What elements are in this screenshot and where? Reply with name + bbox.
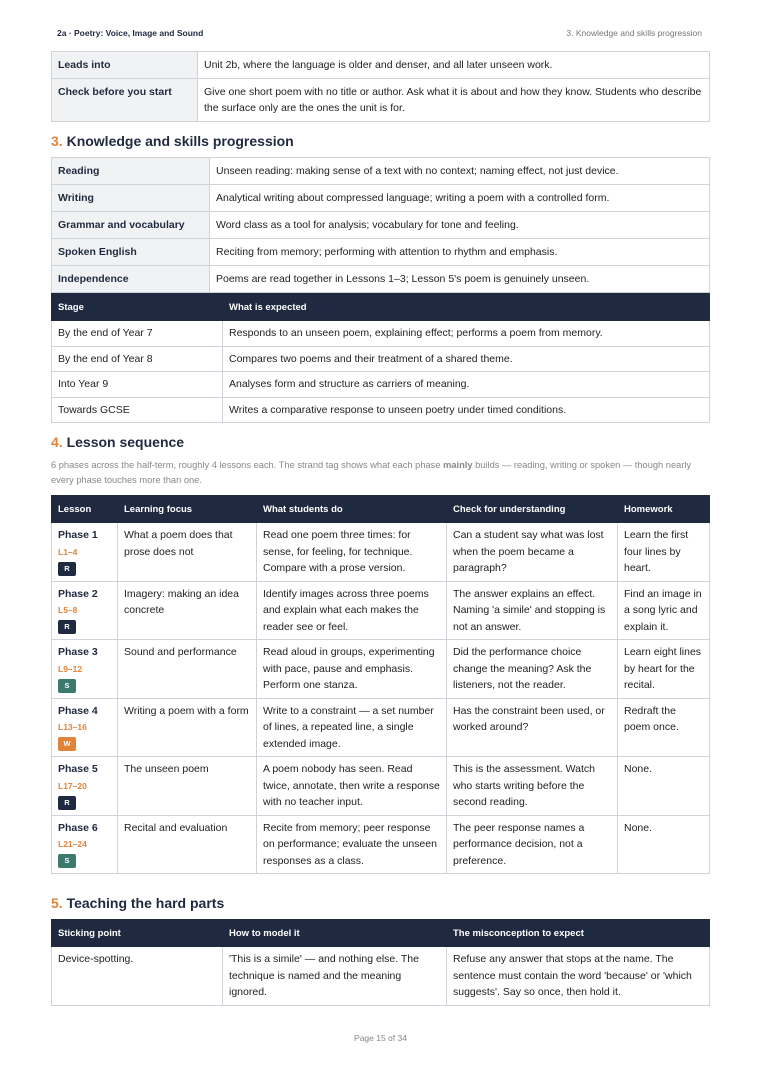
table-row [52, 52, 710, 79]
lesson-range: L1–4 [58, 546, 78, 557]
lesson-range: L17–20 [58, 780, 87, 791]
phase-name: Phase 2 [58, 587, 98, 600]
table-row [52, 266, 710, 293]
section-number: 5. [51, 895, 63, 911]
strand-label: Spoken English [52, 239, 210, 266]
activity-cell: Recite from memory; peer response on performance; evaluate the unseen responses as a class. [257, 815, 447, 874]
table-row [52, 212, 710, 239]
lesson-cell [52, 581, 118, 640]
section-3-heading [51, 133, 294, 149]
column-header: What is expected [223, 294, 710, 321]
table-row [52, 757, 710, 816]
column-header: Learning focus [118, 496, 257, 523]
section-5-heading [51, 895, 224, 911]
phase-name: Phase 6 [58, 821, 98, 834]
intro-emphasis: mainly [443, 460, 473, 470]
lesson-cell [52, 698, 118, 757]
table-row [52, 346, 710, 372]
check-cell: This is the assessment. Watch who starts writing before the second reading. [447, 757, 618, 816]
check-cell: Can a student say what was lost when the poem became a paragraph? [447, 523, 618, 582]
strand-text: Poems are read together in Lessons 1–3; Lesson 5's poem is genuinely unseen. [210, 266, 710, 293]
unit-context-table [51, 51, 710, 122]
strand-tag: R [58, 796, 76, 810]
section-number: 4. [51, 434, 63, 450]
table-header-row [52, 496, 710, 523]
stage-expectations-table [51, 293, 710, 423]
strands-table [51, 157, 710, 293]
table-row [52, 239, 710, 266]
activity-cell: A poem nobody has seen. Read twice, annotate, then write a response with no teacher input. [257, 757, 447, 816]
lesson-cell [52, 757, 118, 816]
homework-cell: Learn eight lines by heart for the recital. [618, 640, 710, 699]
activity-cell: Read one poem three times: for sense, for feeling, for technique. Compare with a prose version. [257, 523, 447, 582]
misconception-cell: Refuse any answer that stops at the name. The sentence must contain the word 'because' or 'which suggests'. Say so once, then hold it. [447, 947, 710, 1006]
column-header: How to model it [223, 920, 447, 947]
column-header: Stage [52, 294, 223, 321]
table-row [52, 581, 710, 640]
hard-parts-table [51, 919, 710, 1006]
focus-cell: Imagery: making an idea concrete [118, 581, 257, 640]
column-header: Homework [618, 496, 710, 523]
table-row [52, 698, 710, 757]
column-header: Lesson [52, 496, 118, 523]
context-label: Check before you start [52, 79, 198, 122]
table-row [52, 815, 710, 874]
homework-cell: Find an image in a song lyric and explain it. [618, 581, 710, 640]
strand-tag: S [58, 679, 76, 693]
header-section-title: 3. Knowledge and skills progression [566, 28, 702, 38]
focus-cell: What a poem does that prose does not [118, 523, 257, 582]
context-text: Give one short poem with no title or author. Ask what it is about and how they know. Students who describe the surface only are the ones the unit is for. [198, 79, 710, 122]
homework-cell: Learn the first four lines by heart. [618, 523, 710, 582]
sticking-point-cell: Device-spotting. [52, 947, 223, 1006]
lesson-cell [52, 523, 118, 582]
table-row [52, 321, 710, 347]
strand-label: Grammar and vocabulary [52, 212, 210, 239]
expectation-cell: Analyses form and structure as carriers of meaning. [223, 372, 710, 398]
table-row [52, 947, 710, 1006]
focus-cell: Writing a poem with a form [118, 698, 257, 757]
table-header-row [52, 920, 710, 947]
table-row [52, 397, 710, 423]
table-row [52, 372, 710, 398]
header-unit-title: 2a · Poetry: Voice, Image and Sound [57, 28, 204, 38]
activity-cell: Read aloud in groups, experimenting with pace, pause and emphasis. Perform one stanza. [257, 640, 447, 699]
section-title: Lesson sequence [66, 434, 185, 450]
strand-tag: W [58, 737, 76, 751]
phase-name: Phase 1 [58, 529, 98, 541]
column-header: Check for understanding [447, 496, 618, 523]
table-header-row [52, 294, 710, 321]
strand-tag: R [58, 620, 76, 634]
check-cell: Did the performance choice change the meaning? Ask the listeners, not the reader. [447, 640, 618, 699]
column-header: What students do [257, 496, 447, 523]
intro-text: 6 phases across the half-term, roughly 4 lessons each. The strand tag shows what each phase [51, 460, 444, 470]
check-cell: The answer explains an effect. Naming 'a simile' and stopping is not an answer. [447, 581, 618, 640]
lesson-range: L13–16 [58, 722, 87, 732]
intro-text: builds — reading, writing or spoken — though nearly every phase touches more than one. [51, 460, 692, 485]
context-text: Unit 2b, where the language is older and denser, and all later unseen work. [198, 52, 710, 79]
page-number: Page 15 of 34 [354, 1033, 407, 1043]
focus-cell: Recital and evaluation [118, 815, 257, 874]
phase-name: Phase 5 [58, 763, 98, 775]
strand-text: Word class as a tool for analysis; vocabulary for tone and feeling. [210, 212, 710, 239]
stage-cell: By the end of Year 8 [52, 346, 223, 372]
section-4-heading [51, 434, 184, 450]
column-header: Sticking point [52, 920, 223, 947]
stage-cell: By the end of Year 7 [52, 321, 223, 347]
strand-label: Independence [52, 266, 210, 293]
strand-label: Reading [52, 158, 210, 185]
activity-cell: Identify images across three poems and explain what each makes the reader see or feel. [257, 581, 447, 640]
homework-cell: None. [618, 815, 710, 874]
homework-cell: Redraft the poem once. [618, 698, 710, 757]
check-cell: The peer response names a performance decision, not a preference. [447, 815, 618, 874]
lesson-cell [52, 815, 118, 874]
section-number: 3. [51, 133, 63, 149]
lesson-cell [52, 640, 118, 699]
strand-text: Unseen reading: making sense of a text with no context; naming effect, not just device. [210, 158, 710, 185]
strand-label: Writing [52, 185, 210, 212]
phase-name: Phase 4 [58, 704, 98, 717]
stage-cell: Towards GCSE [52, 397, 223, 423]
table-row [52, 79, 710, 122]
expectation-cell: Responds to an unseen poem, explaining effect; performs a poem from memory. [223, 321, 710, 347]
lesson-range: L9–12 [58, 663, 83, 674]
column-header: The misconception to expect [447, 920, 710, 947]
lesson-range: L21–24 [58, 839, 87, 849]
focus-cell: Sound and performance [118, 640, 257, 699]
focus-cell: The unseen poem [118, 757, 257, 816]
table-row [52, 158, 710, 185]
expectation-cell: Compares two poems and their treatment of a shared theme. [223, 346, 710, 372]
section-intro [51, 458, 710, 488]
strand-tag: R [58, 562, 76, 576]
table-row [52, 523, 710, 582]
table-row [52, 640, 710, 699]
model-cell: 'This is a simile' — and nothing else. The technique is named and the meaning ignored. [223, 947, 447, 1006]
strand-text: Reciting from memory; performing with attention to rhythm and emphasis. [210, 239, 710, 266]
section-title: Knowledge and skills progression [66, 133, 294, 149]
lesson-range: L5–8 [58, 605, 78, 615]
expectation-cell: Writes a comparative response to unseen poetry under timed conditions. [223, 397, 710, 423]
check-cell: Has the constraint been used, or worked around? [447, 698, 618, 757]
stage-cell: Into Year 9 [52, 372, 223, 398]
lesson-sequence-table [51, 495, 710, 874]
context-label: Leads into [52, 52, 198, 79]
strand-tag: S [58, 854, 76, 868]
activity-cell: Write to a constraint — a set number of lines, a repeated line, a single extended image. [257, 698, 447, 757]
section-title: Teaching the hard parts [66, 895, 225, 911]
homework-cell: None. [618, 757, 710, 816]
strand-text: Analytical writing about compressed language; writing a poem with a controlled form. [210, 185, 710, 212]
running-header [51, 28, 710, 42]
table-row [52, 185, 710, 212]
phase-name: Phase 3 [58, 646, 98, 658]
